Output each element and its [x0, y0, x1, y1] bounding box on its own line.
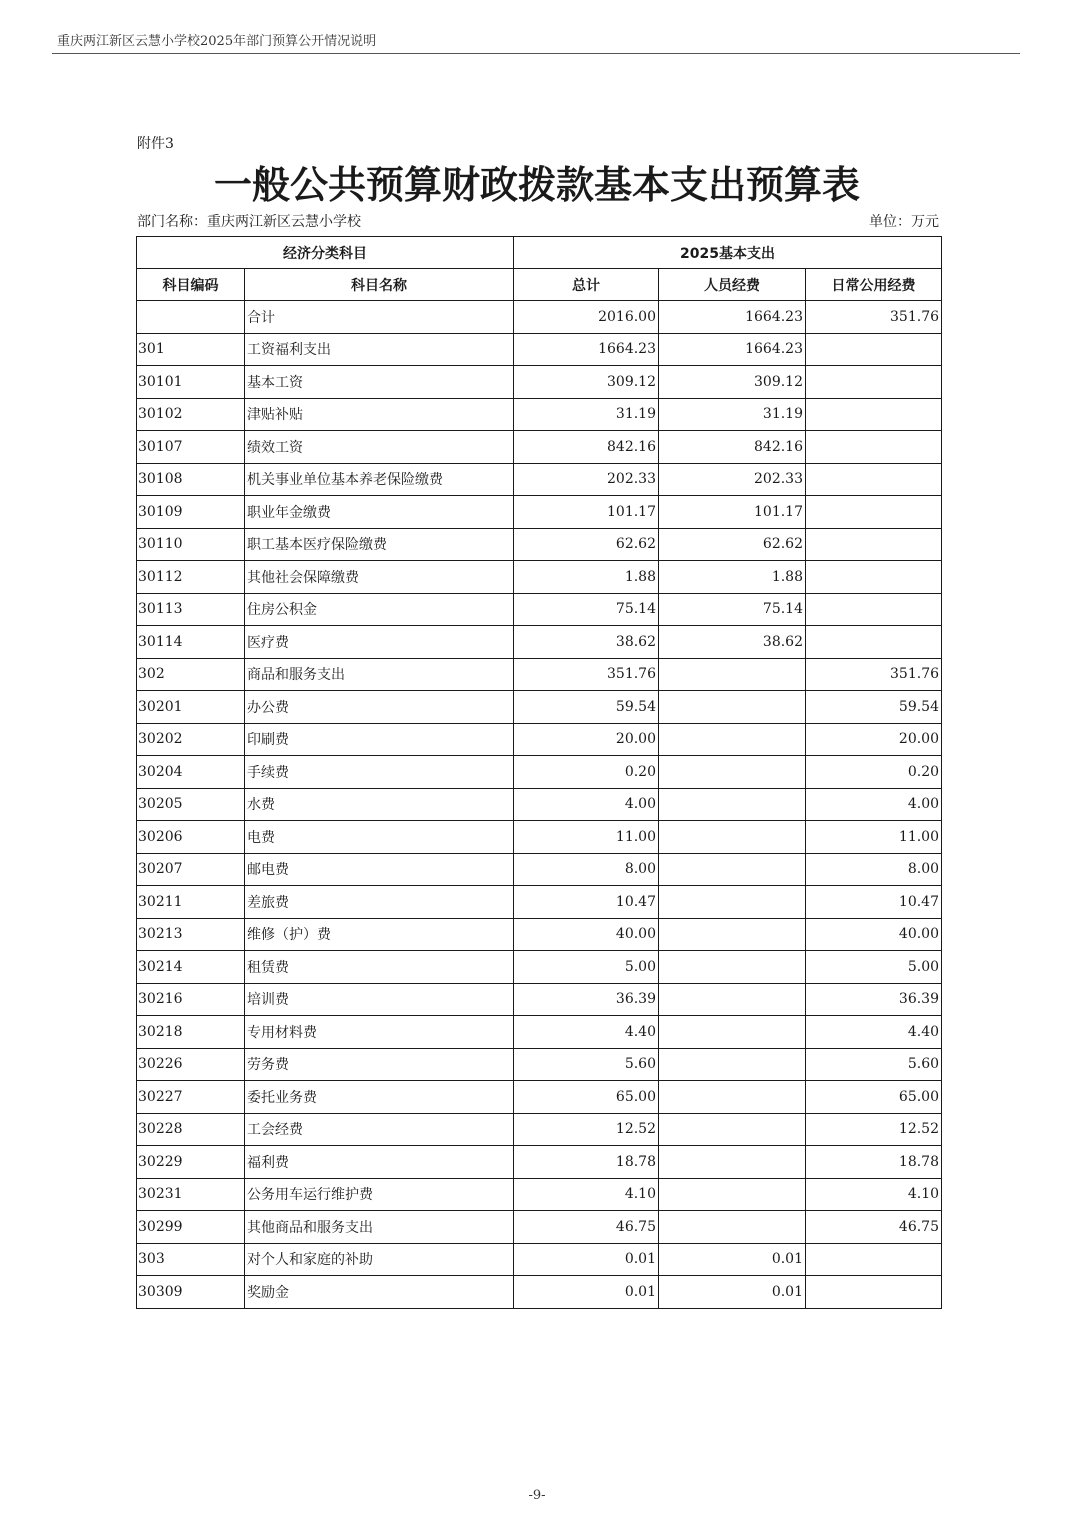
- cell-public: [806, 528, 942, 561]
- cell-total: 8.00: [514, 853, 659, 886]
- cell-personnel: [659, 821, 806, 854]
- cell-total: 10.47: [514, 886, 659, 919]
- cell-public: [806, 626, 942, 659]
- cell-name: 培训费: [245, 983, 514, 1016]
- cell-public: 4.00: [806, 788, 942, 821]
- cell-personnel: [659, 691, 806, 724]
- cell-public: 11.00: [806, 821, 942, 854]
- dept-line: [137, 211, 939, 233]
- table-row: [137, 1178, 942, 1211]
- group-header-basic-expenditure: 2025基本支出: [514, 237, 942, 269]
- cell-public: 40.00: [806, 918, 942, 951]
- cell-code: 30214: [137, 951, 245, 984]
- cell-public: [806, 366, 942, 399]
- cell-public: 4.10: [806, 1178, 942, 1211]
- table-row: [137, 658, 942, 691]
- cell-public: 0.20: [806, 756, 942, 789]
- cell-name: 邮电费: [245, 853, 514, 886]
- attachment-label: 附件3: [137, 136, 174, 152]
- column-header-public: 日常公用经费: [806, 269, 942, 301]
- cell-personnel: 842.16: [659, 431, 806, 464]
- cell-total: 59.54: [514, 691, 659, 724]
- cell-public: 8.00: [806, 853, 942, 886]
- cell-code: 30299: [137, 1211, 245, 1244]
- cell-total: 12.52: [514, 1113, 659, 1146]
- cell-code: 30113: [137, 593, 245, 626]
- table-row: [137, 1146, 942, 1179]
- table-row: [137, 723, 942, 756]
- cell-name: 机关事业单位基本养老保险缴费: [245, 463, 514, 496]
- cell-total: 2016.00: [514, 301, 659, 334]
- column-header-total: 总计: [514, 269, 659, 301]
- cell-code: 30102: [137, 398, 245, 431]
- cell-personnel: [659, 788, 806, 821]
- cell-name: 基本工资: [245, 366, 514, 399]
- cell-total: 40.00: [514, 918, 659, 951]
- cell-total: 4.00: [514, 788, 659, 821]
- table-row: [137, 1113, 942, 1146]
- cell-personnel: 1664.23: [659, 333, 806, 366]
- cell-name: 职业年金缴费: [245, 496, 514, 529]
- cell-code: 30228: [137, 1113, 245, 1146]
- group-header-row: [137, 237, 942, 269]
- cell-public: [806, 1243, 942, 1276]
- table-row: [137, 983, 942, 1016]
- table-row: [137, 756, 942, 789]
- cell-total: 351.76: [514, 658, 659, 691]
- table-row: [137, 398, 942, 431]
- cell-total: 38.62: [514, 626, 659, 659]
- unit-label: 单位：万元: [869, 214, 939, 230]
- cell-public: [806, 561, 942, 594]
- cell-public: [806, 1276, 942, 1309]
- cell-code: [137, 301, 245, 334]
- cell-public: 351.76: [806, 301, 942, 334]
- cell-public: 5.00: [806, 951, 942, 984]
- cell-personnel: 31.19: [659, 398, 806, 431]
- cell-public: 351.76: [806, 658, 942, 691]
- cell-code: 30206: [137, 821, 245, 854]
- cell-code: 30112: [137, 561, 245, 594]
- cell-personnel: [659, 756, 806, 789]
- cell-code: 30204: [137, 756, 245, 789]
- table-row: [137, 951, 942, 984]
- table-row: [137, 1048, 942, 1081]
- table-row: [137, 1016, 942, 1049]
- cell-total: 0.01: [514, 1276, 659, 1309]
- cell-public: [806, 431, 942, 464]
- table-row: [137, 528, 942, 561]
- cell-total: 1664.23: [514, 333, 659, 366]
- cell-code: 30211: [137, 886, 245, 919]
- table-row: [137, 431, 942, 464]
- cell-personnel: [659, 1113, 806, 1146]
- document-title: 一般公共预算财政拨款基本支出预算表: [213, 163, 860, 207]
- column-header-row: [137, 269, 942, 301]
- cell-public: [806, 593, 942, 626]
- cell-personnel: [659, 1016, 806, 1049]
- cell-name: 公务用车运行维护费: [245, 1178, 514, 1211]
- cell-personnel: [659, 951, 806, 984]
- budget-table: [136, 236, 942, 1309]
- table-row: [137, 691, 942, 724]
- cell-code: 30218: [137, 1016, 245, 1049]
- cell-name: 印刷费: [245, 723, 514, 756]
- table-row: [137, 1276, 942, 1309]
- cell-name: 职工基本医疗保险缴费: [245, 528, 514, 561]
- cell-personnel: 0.01: [659, 1243, 806, 1276]
- table-row: [137, 463, 942, 496]
- cell-name: 商品和服务支出: [245, 658, 514, 691]
- budget-table-body: [137, 301, 942, 1309]
- cell-personnel: [659, 1146, 806, 1179]
- cell-total: 36.39: [514, 983, 659, 1016]
- table-row: [137, 593, 942, 626]
- cell-name: 对个人和家庭的补助: [245, 1243, 514, 1276]
- cell-personnel: [659, 1081, 806, 1114]
- table-row: [137, 886, 942, 919]
- cell-code: 30309: [137, 1276, 245, 1309]
- cell-total: 0.01: [514, 1243, 659, 1276]
- cell-code: 302: [137, 658, 245, 691]
- cell-personnel: [659, 658, 806, 691]
- cell-personnel: 75.14: [659, 593, 806, 626]
- header-rule: [52, 53, 1020, 54]
- cell-name: 工资福利支出: [245, 333, 514, 366]
- cell-code: 30231: [137, 1178, 245, 1211]
- cell-name: 委托业务费: [245, 1081, 514, 1114]
- cell-total: 46.75: [514, 1211, 659, 1244]
- cell-name: 手续费: [245, 756, 514, 789]
- cell-public: 4.40: [806, 1016, 942, 1049]
- cell-public: 36.39: [806, 983, 942, 1016]
- cell-personnel: [659, 853, 806, 886]
- cell-public: 18.78: [806, 1146, 942, 1179]
- cell-name: 福利费: [245, 1146, 514, 1179]
- dept-name: 部门名称：重庆两江新区云慧小学校: [137, 214, 361, 230]
- table-row: [137, 561, 942, 594]
- cell-name: 合计: [245, 301, 514, 334]
- table-row: [137, 1081, 942, 1114]
- cell-public: [806, 463, 942, 496]
- cell-code: 30114: [137, 626, 245, 659]
- cell-personnel: [659, 886, 806, 919]
- cell-total: 75.14: [514, 593, 659, 626]
- cell-name: 水费: [245, 788, 514, 821]
- cell-total: 31.19: [514, 398, 659, 431]
- cell-personnel: 1664.23: [659, 301, 806, 334]
- page-number: -9-: [528, 1488, 546, 1503]
- cell-total: 842.16: [514, 431, 659, 464]
- cell-code: 30110: [137, 528, 245, 561]
- cell-name: 差旅费: [245, 886, 514, 919]
- cell-total: 0.20: [514, 756, 659, 789]
- table-row: [137, 496, 942, 529]
- cell-personnel: 309.12: [659, 366, 806, 399]
- cell-personnel: 38.62: [659, 626, 806, 659]
- cell-name: 租赁费: [245, 951, 514, 984]
- cell-name: 其他商品和服务支出: [245, 1211, 514, 1244]
- cell-personnel: 62.62: [659, 528, 806, 561]
- cell-personnel: [659, 918, 806, 951]
- cell-name: 医疗费: [245, 626, 514, 659]
- cell-code: 301: [137, 333, 245, 366]
- cell-personnel: [659, 983, 806, 1016]
- cell-code: 30207: [137, 853, 245, 886]
- cell-total: 202.33: [514, 463, 659, 496]
- cell-total: 309.12: [514, 366, 659, 399]
- cell-code: 30201: [137, 691, 245, 724]
- cell-name: 绩效工资: [245, 431, 514, 464]
- cell-total: 4.40: [514, 1016, 659, 1049]
- cell-public: [806, 398, 942, 431]
- cell-code: 30205: [137, 788, 245, 821]
- column-header-code: 科目编码: [137, 269, 245, 301]
- cell-name: 津贴补贴: [245, 398, 514, 431]
- cell-total: 101.17: [514, 496, 659, 529]
- cell-code: 30227: [137, 1081, 245, 1114]
- cell-public: [806, 333, 942, 366]
- cell-name: 其他社会保障缴费: [245, 561, 514, 594]
- cell-name: 办公费: [245, 691, 514, 724]
- table-row: [137, 918, 942, 951]
- cell-code: 30107: [137, 431, 245, 464]
- cell-code: 303: [137, 1243, 245, 1276]
- cell-total: 4.10: [514, 1178, 659, 1211]
- column-header-personnel: 人员经费: [659, 269, 806, 301]
- cell-total: 5.00: [514, 951, 659, 984]
- group-header-classification: 经济分类科目: [137, 237, 514, 269]
- cell-public: 20.00: [806, 723, 942, 756]
- table-row: [137, 788, 942, 821]
- cell-public: 46.75: [806, 1211, 942, 1244]
- cell-personnel: [659, 1048, 806, 1081]
- cell-personnel: [659, 723, 806, 756]
- cell-code: 30216: [137, 983, 245, 1016]
- cell-code: 30108: [137, 463, 245, 496]
- column-header-name: 科目名称: [245, 269, 514, 301]
- cell-personnel: 1.88: [659, 561, 806, 594]
- table-row: [137, 853, 942, 886]
- cell-personnel: [659, 1211, 806, 1244]
- cell-code: 30213: [137, 918, 245, 951]
- cell-total: 65.00: [514, 1081, 659, 1114]
- cell-public: 5.60: [806, 1048, 942, 1081]
- table-row: [137, 366, 942, 399]
- cell-public: 59.54: [806, 691, 942, 724]
- cell-name: 维修（护）费: [245, 918, 514, 951]
- cell-name: 电费: [245, 821, 514, 854]
- cell-total: 62.62: [514, 528, 659, 561]
- cell-personnel: 0.01: [659, 1276, 806, 1309]
- cell-name: 劳务费: [245, 1048, 514, 1081]
- cell-code: 30226: [137, 1048, 245, 1081]
- table-row: [137, 626, 942, 659]
- cell-public: 10.47: [806, 886, 942, 919]
- cell-public: 65.00: [806, 1081, 942, 1114]
- running-header: 重庆两江新区云慧小学校2025年部门预算公开情况说明: [57, 34, 377, 49]
- table-row: [137, 1243, 942, 1276]
- cell-name: 工会经费: [245, 1113, 514, 1146]
- table-row: [137, 333, 942, 366]
- cell-total: 20.00: [514, 723, 659, 756]
- cell-public: [806, 496, 942, 529]
- cell-total: 18.78: [514, 1146, 659, 1179]
- cell-name: 住房公积金: [245, 593, 514, 626]
- cell-personnel: [659, 1178, 806, 1211]
- cell-name: 专用材料费: [245, 1016, 514, 1049]
- cell-personnel: 202.33: [659, 463, 806, 496]
- cell-code: 30229: [137, 1146, 245, 1179]
- cell-total: 11.00: [514, 821, 659, 854]
- cell-total: 1.88: [514, 561, 659, 594]
- table-row: [137, 821, 942, 854]
- cell-total: 5.60: [514, 1048, 659, 1081]
- table-row: [137, 1211, 942, 1244]
- cell-name: 奖励金: [245, 1276, 514, 1309]
- table-row: [137, 301, 942, 334]
- cell-public: 12.52: [806, 1113, 942, 1146]
- cell-code: 30101: [137, 366, 245, 399]
- cell-code: 30202: [137, 723, 245, 756]
- cell-personnel: 101.17: [659, 496, 806, 529]
- cell-code: 30109: [137, 496, 245, 529]
